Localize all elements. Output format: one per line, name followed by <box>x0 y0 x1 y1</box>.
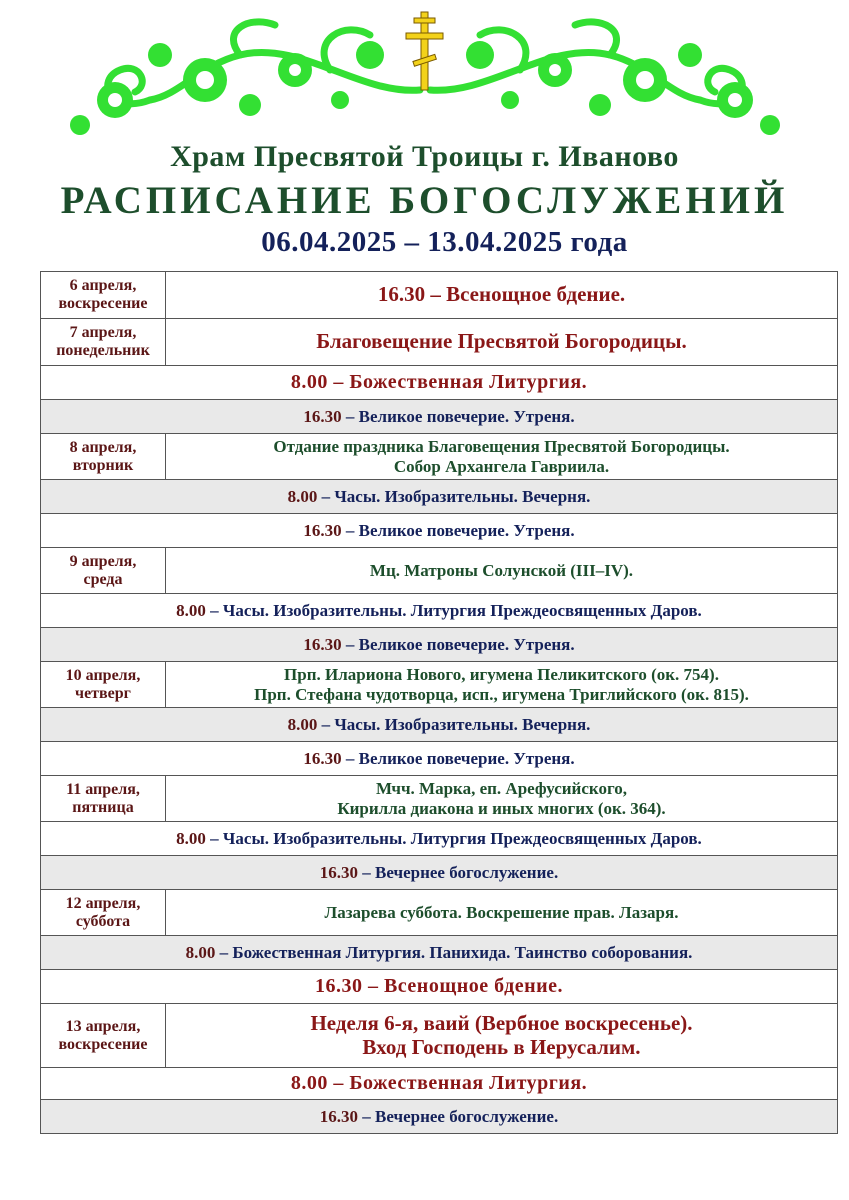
day-cell <box>41 272 166 319</box>
service-time: 8.00 <box>290 1072 328 1095</box>
feast-cell <box>166 272 838 319</box>
service-cell <box>41 970 838 1004</box>
service-text: – Великое повечерие. Утреня. <box>345 520 575 540</box>
day-weekday: понедельник <box>56 342 150 359</box>
day-row <box>41 548 838 594</box>
feast-cell <box>166 776 838 822</box>
day-cell <box>41 1004 166 1068</box>
service-text: – Часы. Изобразительны. Вечерня. <box>321 486 591 506</box>
service-cell <box>41 742 838 776</box>
service-time: 16.30 <box>303 406 342 426</box>
service-text: – Божественная Литургия. Панихида. Таинство соборования. <box>219 942 693 962</box>
feast-cell <box>166 548 838 594</box>
service-time: 16.30 <box>314 975 363 998</box>
cross-icon <box>406 12 443 90</box>
day-cell <box>41 319 166 366</box>
day-date: 7 апреля, <box>69 324 137 342</box>
service-row <box>41 708 838 742</box>
service-cell <box>41 400 838 434</box>
feast-line: Мц. Матроны Солунской (III–IV). <box>369 560 634 580</box>
service-row <box>41 594 838 628</box>
temple-name: Храм Пресвятой Троицы г. Иваново <box>170 140 679 173</box>
service-cell <box>41 1100 838 1134</box>
day-weekday: среда <box>83 570 123 588</box>
service-row <box>41 822 838 856</box>
service-row <box>41 514 838 548</box>
date-range: 06.04.2025 – 13.04.2025 года <box>261 226 628 258</box>
feast-cell <box>166 662 838 708</box>
feast-line: Прп. Илариона Нового, игумена Пеликитского (ок. 754). <box>284 665 719 685</box>
service-cell <box>41 936 838 970</box>
service-row <box>41 970 838 1004</box>
service-row <box>41 936 838 970</box>
service-text: – Вечернее богослужение. <box>362 1106 559 1126</box>
service-cell <box>41 822 838 856</box>
day-weekday: четверг <box>75 684 131 702</box>
floral-ornament <box>0 0 849 145</box>
day-cell <box>41 434 166 480</box>
day-date: 8 апреля, <box>69 438 137 456</box>
service-row <box>41 1100 838 1134</box>
service-text: – Великое повечерие. Утреня. <box>345 748 575 768</box>
day-date: 13 апреля, <box>65 1017 141 1035</box>
feast-cell <box>166 319 838 366</box>
day-row <box>41 319 838 366</box>
feast-line: Лазарева суббота. Воскрешение прав. Лазаря. <box>324 902 679 922</box>
service-row <box>41 856 838 890</box>
day-weekday: суббота <box>75 912 131 930</box>
service-cell <box>41 514 838 548</box>
day-row <box>41 776 838 822</box>
service-row <box>41 400 838 434</box>
service-cell <box>41 856 838 890</box>
service-time: 8.00 <box>185 942 216 962</box>
service-time: 8.00 <box>176 600 206 620</box>
service-text: – Великое повечерие. Утреня. <box>345 634 575 654</box>
day-date: 10 апреля, <box>65 666 141 684</box>
feast-line: Кирилла диакона и иных многих (ок. 364). <box>337 798 666 818</box>
day-row <box>41 1004 838 1068</box>
day-row <box>41 890 838 936</box>
service-time: 8.00 <box>176 828 206 848</box>
service-text: – Божественная Литургия. <box>333 371 588 394</box>
day-weekday: пятница <box>72 798 134 816</box>
day-date: 6 апреля, <box>69 277 137 295</box>
day-date: 12 апреля, <box>65 894 141 912</box>
day-cell <box>41 776 166 822</box>
feast-cell <box>166 434 838 480</box>
day-weekday: воскресение <box>58 1035 148 1053</box>
service-row <box>41 480 838 514</box>
feast-line: Благовещение Пресвятой Богородицы. <box>316 329 687 354</box>
day-weekday: вторник <box>72 456 134 474</box>
day-cell <box>41 890 166 936</box>
feast-line: Мчч. Марка, еп. Арефусийского, <box>375 779 628 799</box>
day-row <box>41 434 838 480</box>
schedule-table <box>40 271 838 1134</box>
service-text: – Всенощное бдение. <box>367 975 564 998</box>
feast-line: 16.30 – Всенощное бдение. <box>377 282 626 307</box>
service-text: – Часы. Изобразительны. Литургия Преждеосвященных Даров. <box>210 600 702 620</box>
feast-cell <box>166 1004 838 1068</box>
service-text: – Часы. Изобразительны. Литургия Преждеосвященных Даров. <box>210 828 702 848</box>
day-weekday: воскресение <box>58 295 148 312</box>
service-cell <box>41 480 838 514</box>
day-cell <box>41 662 166 708</box>
service-cell <box>41 594 838 628</box>
service-cell <box>41 708 838 742</box>
feast-line: Отдание праздника Благовещения Пресвятой Богородицы. <box>273 437 730 457</box>
day-row <box>41 662 838 708</box>
service-row <box>41 742 838 776</box>
feast-cell <box>166 890 838 936</box>
service-text: – Великое повечерие. Утреня. <box>345 406 575 426</box>
feast-line: Прп. Стефана чудотворца, исп., игумена Триглийского (ок. 815). <box>254 684 749 704</box>
feast-line: Собор Архангела Гавриила. <box>393 456 610 476</box>
service-time: 8.00 <box>287 486 318 506</box>
day-cell <box>41 548 166 594</box>
service-row <box>41 366 838 400</box>
service-cell <box>41 366 838 400</box>
service-time: 16.30 <box>319 862 359 882</box>
service-text: – Вечернее богослужение. <box>362 862 559 882</box>
service-row <box>41 1068 838 1100</box>
service-time: 8.00 <box>287 714 318 734</box>
service-time: 8.00 <box>290 371 328 394</box>
day-date: 11 апреля, <box>66 780 140 798</box>
service-time: 16.30 <box>303 520 342 540</box>
service-row <box>41 628 838 662</box>
service-text: – Часы. Изобразительны. Вечерня. <box>321 714 591 734</box>
service-time: 16.30 <box>303 634 342 654</box>
service-cell <box>41 628 838 662</box>
service-cell <box>41 1068 838 1100</box>
service-time: 16.30 <box>319 1106 359 1126</box>
service-time: 16.30 <box>303 748 342 768</box>
schedule-title: РАСПИСАНИЕ БОГОСЛУЖЕНИЙ <box>60 179 789 222</box>
service-text: – Божественная Литургия. <box>333 1072 588 1095</box>
day-date: 9 апреля, <box>69 552 137 570</box>
feast-line: Вход Господень в Иерусалим. <box>362 1034 641 1059</box>
day-row <box>41 272 838 319</box>
feast-line: Неделя 6-я, ваий (Вербное воскресенье). <box>310 1010 693 1035</box>
